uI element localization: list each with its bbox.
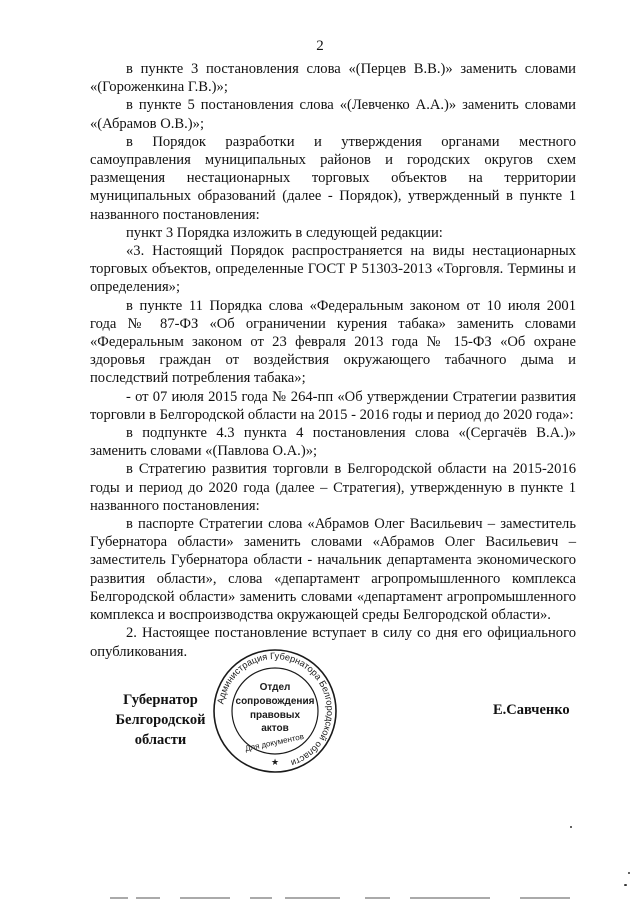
stamp-line5: Для документов xyxy=(244,731,305,754)
scan-speck xyxy=(570,826,572,828)
paragraph: в Порядок разработки и утверждения органами местного самоуправления муниципальных районов и городских округов схем размещения нестационарных торговых объектов на территории муниципальных образований (далее - Порядок), утвержденный в пункте 1 названного постановления: xyxy=(90,133,576,223)
paragraph: 2. Настоящее постановление вступает в силу со дня его официального опубликования. xyxy=(90,625,576,660)
paragraph: в паспорте Стратегии слова «Абрамов Олег Васильевич – заместитель Губернатора области» заменить словами «Абрамов Олег Васильевич – заместитель Губернатора области - начальник департамента экономического развития области», слова «департамент агропромышленного комплекса Белгородской области» заменить словами «департамент агропромышленного комплекса и воспроизводства окружающей среды Белгородской области». xyxy=(90,516,576,624)
stamp-line3: правовых xyxy=(249,710,301,721)
scan-speck xyxy=(628,872,630,874)
paragraph: пункт 3 Порядка изложить в следующей редакции: xyxy=(126,224,443,241)
paragraph: в пункте 3 постановления слова «(Перцев В.В.)» заменить словами «(Гороженкина Г.В.)»; xyxy=(90,61,576,96)
signatory-title-line2: Белгородской области xyxy=(115,712,206,748)
bottom-scan-marks xyxy=(100,892,620,902)
stamp-outer-text: Администрация Губернатора Белгородской области xyxy=(215,650,336,769)
paragraph: в подпункте 4.3 пункта 4 постановления слова «(Сергачёв В.А.)» заменить словами «(Павлова О.А.)»; xyxy=(90,425,576,460)
paragraph: «3. Настоящий Порядок распространяется на виды нестационарных торговых объектов, определенные ГОСТ Р 51303-2013 «Торговля. Термины и определения»; xyxy=(90,243,576,296)
paragraph: - от 07 июля 2015 года № 264-пп «Об утверждении Стратегии развития торговли в Белгородской области на 2015 - 2016 годы и период до 2020 года»: xyxy=(90,388,576,423)
stamp-line1: Отдел xyxy=(259,682,291,693)
page-number: 2 xyxy=(316,38,324,54)
stamp-line4: актов xyxy=(261,723,289,734)
signatory-name: Е.Савченко xyxy=(493,702,570,718)
stamp-line2: сопровождения xyxy=(235,696,315,707)
paragraph: в пункте 5 постановления слова «(Левченко А.А.)» заменить словами «(Абрамов О.В.)»; xyxy=(90,97,576,132)
document-body xyxy=(90,60,576,661)
scan-speck xyxy=(624,884,627,886)
paragraph: в пункте 11 Порядка слова «Федеральным законом от 10 июля 2001 года № 87-ФЗ «Об ограничении курения табака» заменить словами «Федеральным законом от 23 февраля 2013 года № 15-ФЗ «Об охране здоровья граждан от воздействия окружающего табачного дыма и последствий потребления табака»; xyxy=(90,297,576,387)
official-stamp xyxy=(212,648,338,774)
stamp-star-icon: ★ xyxy=(270,757,280,767)
signatory-title-line1: Губернатор xyxy=(123,692,198,708)
paragraph: в Стратегию развития торговли в Белгородской области на 2015-2016 годы и период до 2020 года (далее – Стратегия), утвержденную в пункте 1 названного постановления: xyxy=(90,461,576,514)
